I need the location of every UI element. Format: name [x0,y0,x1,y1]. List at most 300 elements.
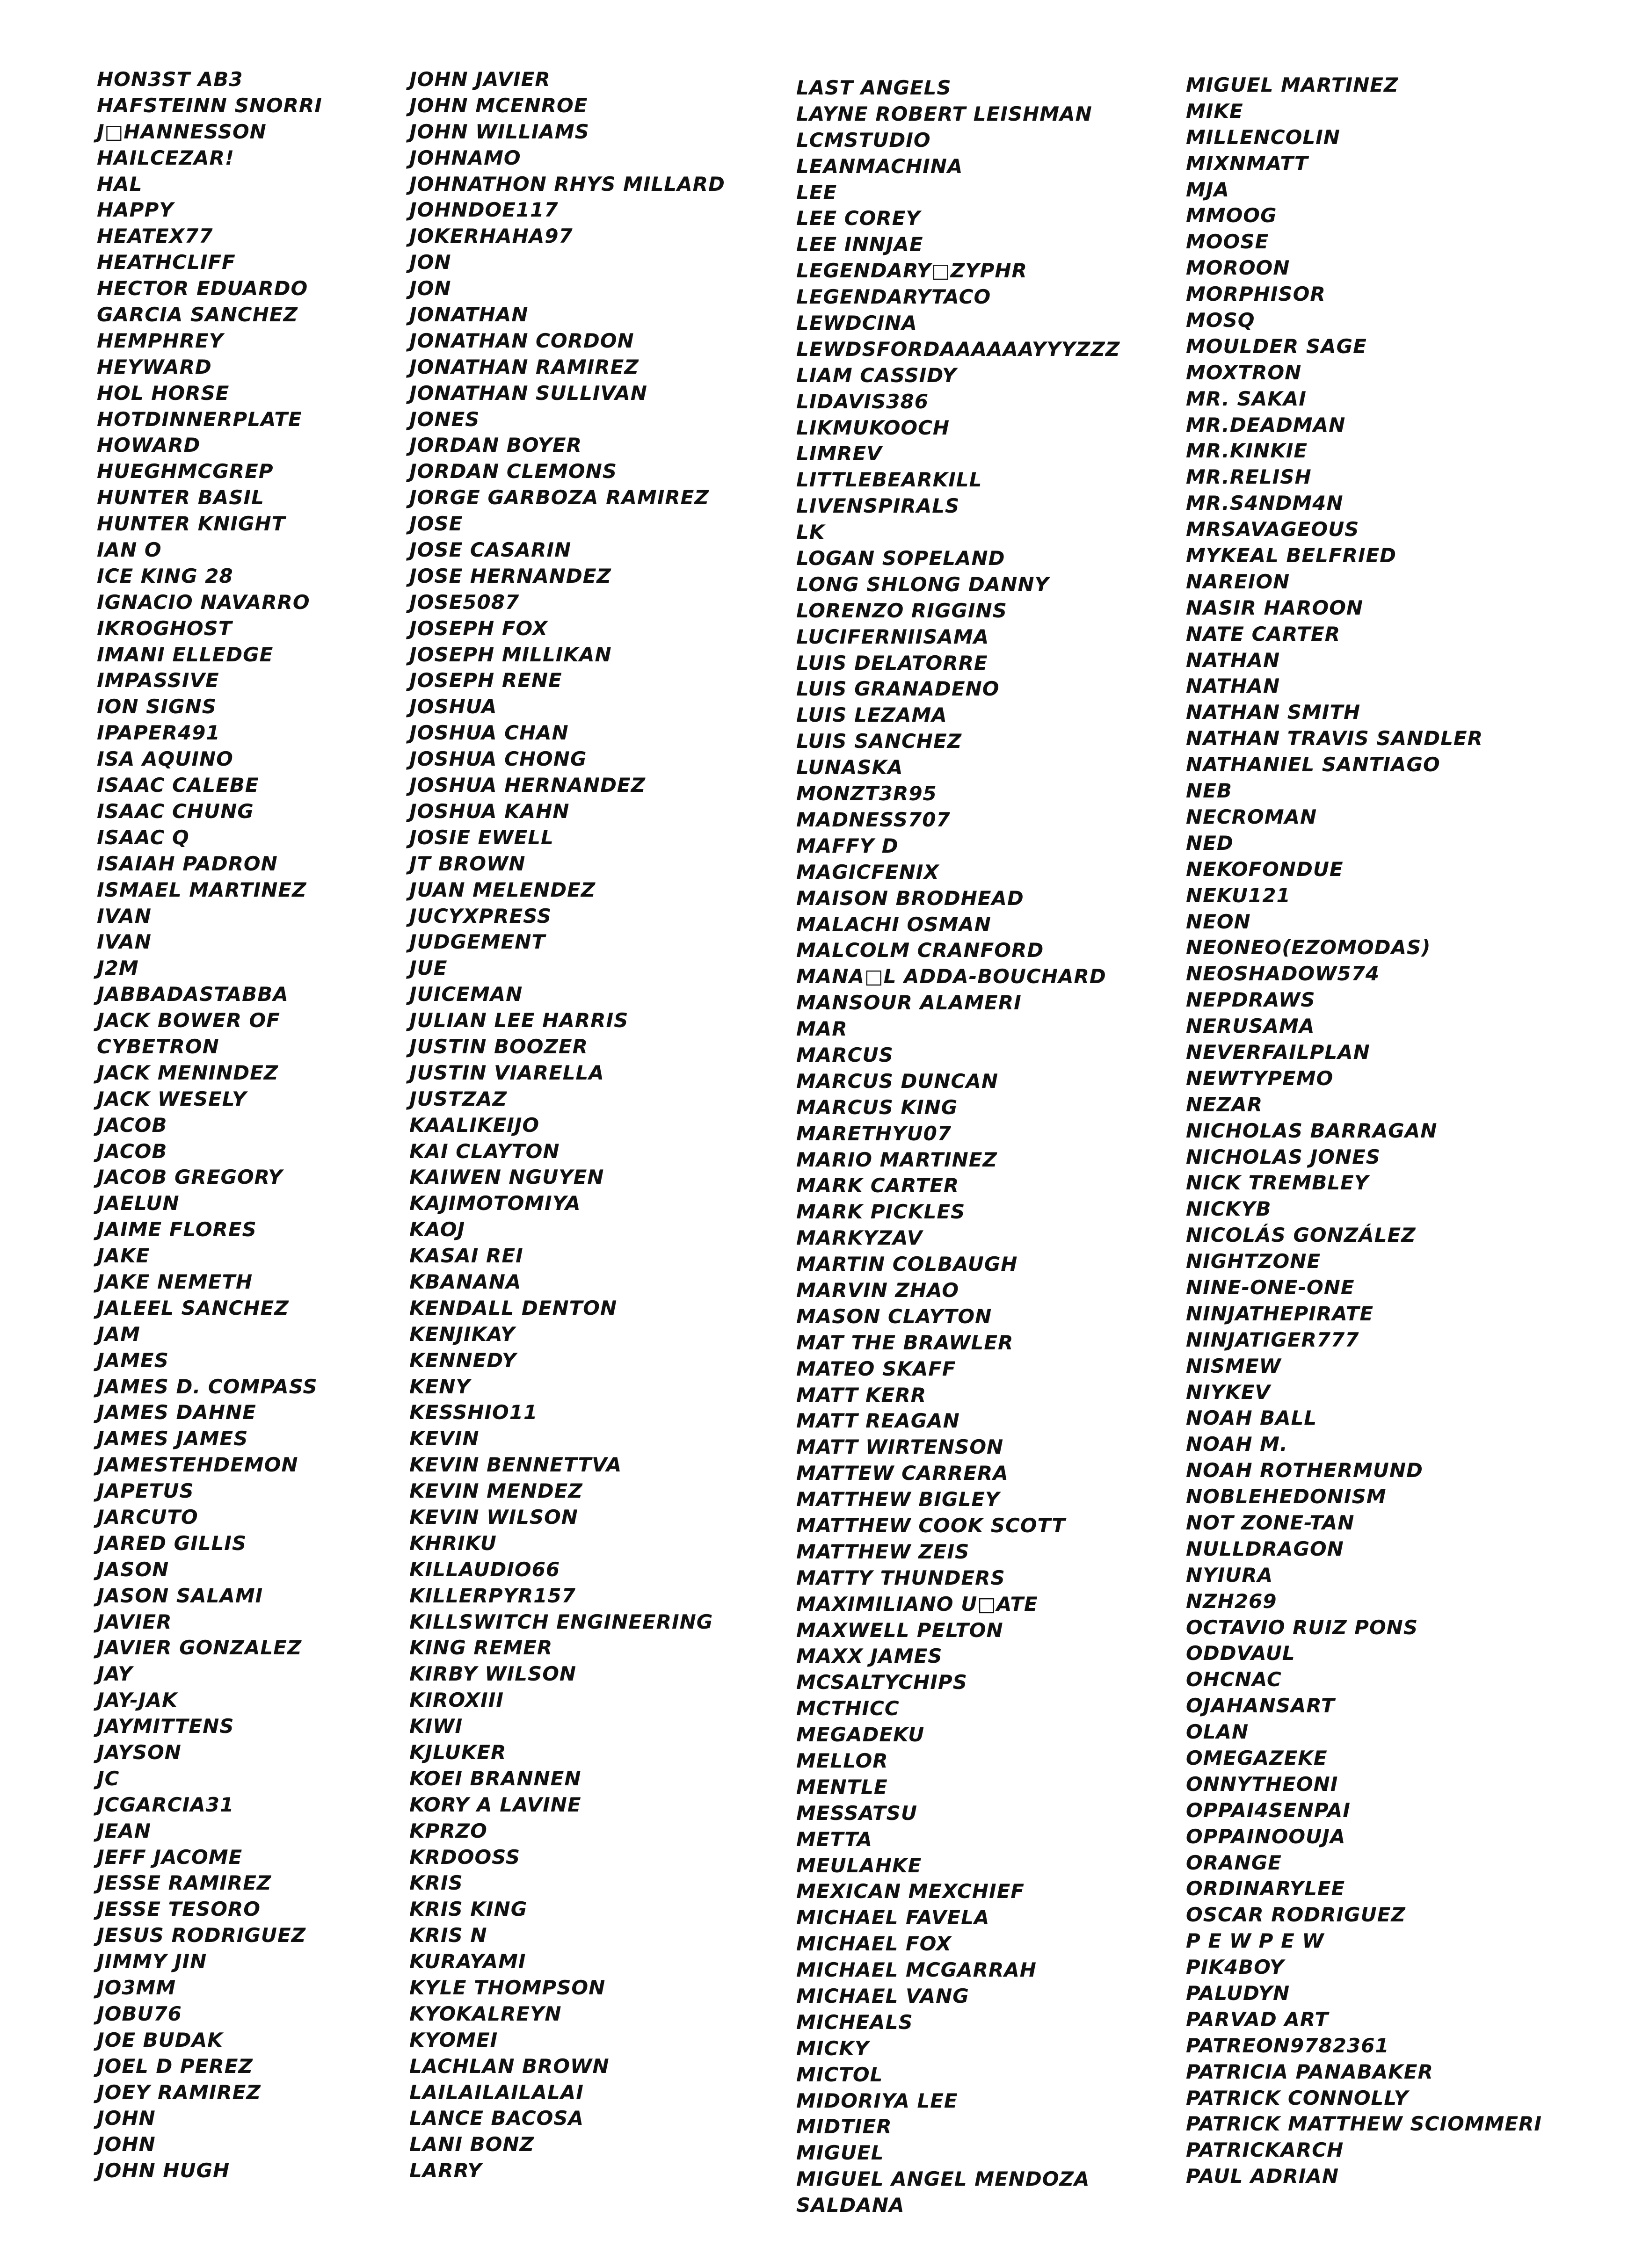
name-entry: IVAN [97,904,152,927]
name-entry: JAVIER GONZALEZ [97,1636,302,1659]
name-entry: JOSE HERNANDEZ [409,564,611,587]
name-entry: MELLOR [796,1749,888,1772]
name-entry: ISAAC Q [97,826,189,849]
name-entry: MR.S4NDM4N [1186,492,1344,515]
name-entry: HUNTER BASIL [97,486,264,509]
name-entry: NECROMAN [1186,805,1317,828]
name-entry: PATRICKARCH [1186,2138,1344,2162]
name-entry: JOSEPH FOX [409,616,548,640]
name-entry: ISAIAH PADRON [97,852,278,875]
name-entry: IMANI ELLEDGE [97,643,274,666]
name-entry: NEB [1186,779,1232,803]
name-entry: MILLENCOLIN [1186,125,1340,149]
name-entry: NATHANIEL SANTIAGO [1186,753,1440,776]
name-entry: LANCE BACOSA [409,2107,584,2130]
name-entry: ISA AQUINO [97,747,233,771]
name-entry: JOHN MCENROE [409,94,588,117]
name-entry: KAI CLAYTON [409,1139,560,1163]
name-entry: ODDVAUL [1186,1642,1295,1665]
name-entry: OPPAI4SENPAI [1186,1798,1351,1822]
name-entry: MJA [1186,178,1229,201]
name-entry: IGNACIO NAVARRO [97,590,310,614]
name-entry: MICHAEL MCGARRAH [796,1958,1037,1982]
name-entry: MATTHEW BIGLEY [796,1488,1000,1511]
name-entry: NATHAN SMITH [1186,701,1361,724]
name-entry: MATT KERR [796,1383,927,1406]
name-entry: KEVIN BENNETTVA [409,1453,622,1477]
name-entry: PALUDYN [1186,1982,1290,2005]
name-entry: NATE CARTER [1186,622,1341,645]
name-entry: JUSTIN BOOZER [409,1035,588,1058]
name-entry: ORANGE [1186,1851,1282,1874]
name-entry: MICHEALS [796,2010,913,2034]
name-entry: LEWDSFORDAAAAAAYYYZZZ [796,337,1120,361]
name-entry: MAXX JAMES [796,1645,943,1668]
name-entry: JAM [97,1322,140,1346]
name-entry: NICKYB [1186,1197,1272,1221]
name-entry: JOHNAMO [409,146,521,169]
name-entry: HEYWARD [97,355,212,378]
name-entry: PAUL ADRIAN [1186,2165,1339,2188]
name-entry: MOXTRON [1186,361,1302,384]
name-entry: KRIS [409,1871,463,1895]
name-entry: MATTHEW COOK SCOTT [796,1514,1066,1537]
name-entry: NINJATHEPIRATE [1186,1302,1374,1325]
name-column-1 [97,66,322,2184]
name-entry: MIDTIER [796,2115,892,2138]
name-entry: HUNTER KNIGHT [97,512,286,536]
name-entry: KASAI REI [409,1244,523,1268]
name-entry: JAELUN [97,1192,180,1215]
name-entry: JORGE GARBOZA RAMIREZ [409,486,709,509]
name-entry: NOAH BALL [1186,1406,1317,1430]
name-entry: JOSHUA CHAN [409,721,569,745]
name-entry: MARCUS [796,1043,894,1066]
name-entry: LUIS LEZAMA [796,703,947,727]
name-entry: JOHN [97,2133,156,2156]
name-entry: MATTHEW ZEIS [796,1540,970,1563]
name-entry: KOEI BRANNEN [409,1767,581,1790]
name-entry: MARCUS DUNCAN [796,1069,999,1093]
name-entry: HOTDINNERPLATE [97,407,302,431]
name-entry: LIDAVIS386 [796,390,929,413]
name-entry: MICHAEL FAVELA [796,1906,990,1929]
name-entry: KILLSWITCH ENGINEERING [409,1610,713,1633]
name-entry: JONATHAN CORDON [409,329,634,352]
name-entry: MIDORIYA LEE [796,2089,958,2112]
name-entry: NEKOFONDUE [1186,857,1344,881]
name-entry: LEWDCINA [796,312,917,335]
name-entry: MRSAVAGEOUS [1186,518,1359,541]
name-entry: JAY [97,1662,133,1686]
name-entry: MAXWELL PELTON [796,1618,1003,1642]
name-entry: MCSALTYCHIPS [796,1671,967,1694]
name-entry: LIVENSPIRALS [796,494,960,518]
name-entry: MIXNMATT [1186,152,1308,175]
name-entry: JAYMITTENS [97,1715,234,1738]
name-entry: JESUS RODRIGUEZ [97,1924,306,1947]
name-entry: MANA□L ADDA-BOUCHARD [796,965,1106,988]
name-entry: MMOOG [1186,204,1277,227]
name-entry: HAL [97,172,143,196]
name-entry: NEPDRAWS [1186,988,1315,1012]
name-entry: MAT THE BRAWLER [796,1331,1014,1354]
name-entry: GARCIA SANCHEZ [97,303,298,326]
name-entry: ORDINARYLEE [1186,1877,1345,1900]
name-entry: MAISON BRODHEAD [796,886,1024,910]
name-entry: MEULAHKE [796,1854,922,1877]
name-entry: PATREON9782361 [1186,2034,1389,2057]
name-entry: NASIR HAROON [1186,596,1364,619]
name-entry: IVAN [97,930,152,954]
name-entry: JONATHAN SULLIVAN [409,381,647,405]
name-entry: LCMSTUDIO [796,128,931,152]
name-entry: MADNESS707 [796,808,951,831]
name-entry: MOULDER SAGE [1186,334,1367,358]
name-entry: METTA [796,1827,872,1851]
name-entry: MR. SAKAI [1186,387,1307,410]
name-entry: MOSQ [1186,309,1255,332]
name-entry: LEE [796,181,837,204]
name-entry: JAMES JAMES [97,1427,248,1450]
name-entry: HEATEX77 [97,225,213,248]
name-entry: OJAHANSART [1186,1694,1335,1717]
name-entry: KAOJ [409,1218,465,1241]
name-entry: MAFFY D [796,834,899,857]
name-entry: JACK BOWER OF [97,1009,280,1032]
name-entry: JO3MM [97,1976,176,2000]
name-entry: JALEEL SANCHEZ [97,1296,289,1319]
name-entry: NICHOLAS JONES [1186,1145,1381,1168]
name-entry: JUICEMAN [409,983,523,1006]
name-entry: MENTLE [796,1775,888,1798]
name-entry: LIAM CASSIDY [796,363,957,387]
name-entry: MALACHI OSMAN [796,913,991,936]
name-entry: JAMES [97,1348,169,1372]
name-entry: CYBETRON [97,1035,219,1058]
name-entry: JOKERHAHA97 [409,225,573,248]
name-entry: KAIWEN NGUYEN [409,1166,604,1189]
name-entry: MIGUEL [796,2141,884,2165]
name-entry: KEVIN [409,1427,480,1450]
name-entry: LEANMACHINA [796,154,963,178]
name-entry: JACK WESELY [97,1087,247,1110]
name-entry: KYOMEI [409,2028,498,2051]
name-entry: JOSHUA KAHN [409,799,570,823]
name-entry: MEGADEKU [796,1723,925,1746]
name-entry: MORPHISOR [1186,283,1326,306]
name-entry: J□HANNESSON [97,120,267,143]
name-entry: JUSTZAZ [409,1087,508,1110]
name-entry: MATT WIRTENSON [796,1435,1004,1459]
name-entry: JOSE [409,512,463,536]
name-entry: MANSOUR ALAMERI [796,991,1022,1014]
name-entry: LACHLAN BROWN [409,2054,610,2078]
name-entry: KURAYAMI [409,1950,526,1973]
name-entry: MATTY THUNDERS [796,1566,1005,1589]
name-entry: JOHN WILLIAMS [409,120,589,143]
name-entry: KBANANA [409,1270,522,1293]
name-entry: NIYKEV [1186,1380,1271,1404]
name-entry: JAKE NEMETH [97,1270,253,1293]
name-entry: KEVIN MENDEZ [409,1479,583,1503]
name-entry: KRIS N [409,1924,487,1947]
name-entry: OHCNAC [1186,1668,1282,1691]
name-entry: NICK TREMBLEY [1186,1171,1369,1195]
name-entry: KENY [409,1375,471,1398]
name-entry: KING REMER [409,1636,553,1659]
name-entry: LAILAILAILALAI [409,2080,584,2104]
name-entry: MR.RELISH [1186,465,1312,489]
name-entry: NZH269 [1186,1589,1277,1613]
name-entry: KEVIN WILSON [409,1505,578,1529]
name-entry: J2M [97,956,139,980]
name-entry: NAREION [1186,570,1290,593]
name-entry: JAIME FLORES [97,1218,257,1241]
name-entry: MYKEAL BELFRIED [1186,544,1397,567]
name-entry: NIGHTZONE [1186,1250,1321,1273]
name-entry: JAVIER [97,1610,172,1633]
name-entry: MOROON [1186,256,1290,280]
name-entry: JAMESTEHDEMON [97,1453,298,1477]
name-entry: LANI BONZ [409,2133,534,2156]
name-entry: JACK MENINDEZ [97,1061,279,1084]
name-entry: NED [1186,831,1234,855]
name-entry: JAMES D. COMPASS [97,1375,318,1398]
name-entry: PATRICK CONNOLLY [1186,2086,1409,2109]
name-entry: KILLAUDIO66 [409,1558,560,1581]
name-entry: JASON [97,1558,169,1581]
name-column-2 [409,66,725,2184]
name-entry: JOHN JAVIER [409,68,551,91]
name-entry: LUIS DELATORRE [796,651,988,674]
name-entry: JUCYXPRESS [409,904,552,927]
name-entry: NATHAN TRAVIS SANDLER [1186,727,1483,750]
name-entry: OPPAINOOUJA [1186,1825,1346,1848]
name-entry: MARETHYU07 [796,1122,952,1145]
name-entry: NOT ZONE-TAN [1186,1511,1355,1534]
name-entry: HUEGHMCGREP [97,460,274,483]
name-entry: JONATHAN [409,303,529,326]
name-entry: NOAH ROTHERMUND [1186,1459,1423,1482]
name-entry: LUIS SANCHEZ [796,730,962,753]
name-entry: PARVAD ART [1186,2007,1329,2031]
name-entry: JULIAN LEE HARRIS [409,1009,629,1032]
name-entry: NEZAR [1186,1093,1263,1116]
name-entry: KPRZO [409,1819,487,1842]
name-entry: HAFSTEINN SNORRI [97,94,322,117]
name-entry: HAPPY [97,198,174,222]
name-entry: JONATHAN RAMIREZ [409,355,639,378]
name-entry: MR.DEADMAN [1186,413,1346,436]
name-entry: JUSTIN VIARELLA [409,1061,604,1084]
name-entry: JAYSON [97,1741,182,1764]
name-entry: NICOLÁS GONZÁLEZ [1186,1224,1416,1247]
name-entry: KRIS KING [409,1898,528,1921]
name-entry: JORDAN BOYER [409,434,582,457]
name-entry: JAMES DAHNE [97,1401,256,1424]
name-entry: NEONEO(EZOMODAS) [1186,936,1431,959]
name-entry: MOOSE [1186,230,1269,254]
name-entry: HAILCEZAR! [97,146,235,169]
name-entry: OCTAVIO RUIZ PONS [1186,1616,1418,1639]
name-entry: JAKE [97,1244,150,1268]
name-entry: MR.KINKIE [1186,439,1308,463]
name-entry: JEAN [97,1819,151,1842]
name-entry: JAY-JAK [97,1688,178,1712]
name-entry: KENJIKAY [409,1322,516,1346]
name-entry: JOHN HUGH [97,2159,230,2182]
name-entry: HON3ST AB3 [97,68,243,91]
name-entry: KORY A LAVINE [409,1793,581,1816]
name-entry: LUIS GRANADENO [796,677,1000,701]
name-entry: NYIURA [1186,1563,1273,1587]
name-entry: OMEGAZEKE [1186,1746,1328,1769]
name-entry: LUCIFERNIISAMA [796,625,989,648]
name-entry: JOSHUA HERNANDEZ [409,774,646,797]
name-entry: JUDGEMENT [409,930,546,954]
name-entry: MARTIN COLBAUGH [796,1253,1018,1276]
name-entry: MALCOLM CRANFORD [796,939,1044,962]
name-entry: JON [409,251,451,274]
name-entry: MARCUS KING [796,1095,958,1119]
name-entry: JT BROWN [409,852,526,875]
name-entry: ISMAEL MARTINEZ [97,878,307,901]
name-column-3 [796,75,1120,2218]
name-entry: JOSIE EWELL [409,826,554,849]
name-entry: NEVERFAILPLAN [1186,1040,1370,1064]
name-entry: JARCUTO [97,1505,198,1529]
name-entry: HECTOR EDUARDO [97,277,308,300]
name-entry: NEKU121 [1186,884,1291,907]
name-entry: NISMEW [1186,1354,1281,1377]
name-entry: JOSE5087 [409,590,520,614]
name-entry: JOSHUA CHONG [409,747,587,771]
name-entry: ISAAC CALEBE [97,774,259,797]
name-entry: NATHAN [1186,674,1280,698]
name-entry: JORDAN CLEMONS [409,460,617,483]
name-entry: HOL HORSE [97,381,230,405]
name-entry: LARRY [409,2159,482,2182]
name-entry: KENNEDY [409,1348,517,1372]
name-entry: PATRICIA PANABAKER [1186,2060,1433,2083]
name-entry: MICKY [796,2036,870,2060]
name-entry: LORENZO RIGGINS [796,599,1007,622]
name-entry: JACOB GREGORY [97,1166,283,1189]
name-entry: MATT REAGAN [796,1409,960,1433]
name-entry: P E W P E W [1186,1929,1324,1953]
name-entry: NULLDRAGON [1186,1537,1344,1560]
name-entry: SALDANA [796,2194,905,2217]
name-entry: MARIO MARTINEZ [796,1148,997,1171]
name-entry: MARK PICKLES [796,1200,966,1224]
name-entry: JACOB [97,1139,167,1163]
name-entry: NINJATIGER777 [1186,1328,1359,1351]
name-entry: MICHAEL VANG [796,1985,969,2008]
name-entry: JOEL D PEREZ [97,2054,253,2078]
name-entry: LOGAN SOPELAND [796,547,1005,570]
name-entry: MATEO SKAFF [796,1357,956,1380]
name-entry: LEE COREY [796,207,921,230]
name-entry: IPAPER491 [97,721,220,745]
name-entry: MAXIMILIANO U□ATE [796,1592,1038,1616]
name-entry: ICE KING 28 [97,564,233,587]
name-entry: OLAN [1186,1720,1249,1744]
name-entry: JOSEPH RENE [409,669,562,692]
name-entry: NICHOLAS BARRAGAN [1186,1119,1438,1142]
name-entry: NEON [1186,910,1251,933]
name-entry: NOAH M. [1186,1433,1288,1456]
name-entry: JON [409,277,451,300]
name-entry: LK [796,521,825,544]
name-entry: NATHAN [1186,648,1280,672]
name-entry: MAR [796,1017,848,1041]
name-entry: LAST ANGELS [796,76,952,99]
name-entry: JOBU76 [97,2002,182,2025]
name-entry: JC [97,1767,120,1790]
name-entry: JONES [409,407,480,431]
name-entry: KJLUKER [409,1741,507,1764]
name-entry: OSCAR RODRIGUEZ [1186,1903,1406,1927]
name-entry: MESSATSU [796,1801,917,1825]
name-entry: LEGENDARYTACO [796,285,991,309]
name-entry: NOBLEHEDONISM [1186,1485,1387,1508]
name-entry: KESSHIO11 [409,1401,538,1424]
name-entry: JABBADASTABBA [97,983,289,1006]
name-entry: HEMPHREY [97,329,224,352]
name-entry: LUNASKA [796,756,903,779]
name-entry: JAPETUS [97,1479,194,1503]
name-entry: MARK CARTER [796,1174,959,1197]
name-entry: JACOB [97,1113,167,1137]
name-entry: KIROXIII [409,1688,504,1712]
name-entry: KIRBY WILSON [409,1662,577,1686]
name-entry: JCGARCIA31 [97,1793,234,1816]
name-entry: LEGENDARY□ZYPHR [796,259,1027,283]
name-entry: JOSE CASARIN [409,538,572,562]
name-entry: JOHN [97,2107,156,2130]
name-entry: MIGUEL MARTINEZ [1186,73,1399,96]
name-entry: PIK4BOY [1186,1956,1285,1979]
name-entry: HEATHCLIFF [97,251,236,274]
name-entry: MAGICFENIX [796,860,939,884]
name-entry: MARKYZAV [796,1226,923,1250]
name-entry: LAYNE ROBERT LEISHMAN [796,102,1092,125]
name-entry: JOSEPH MILLIKAN [409,643,612,666]
name-entry: LEE INNJAE [796,233,923,256]
name-entry: IAN O [97,538,162,562]
name-entry: NERUSAMA [1186,1014,1315,1038]
name-entry: HOWARD [97,434,201,457]
name-entry: JUE [409,956,448,980]
name-entry: JOHNATHON RHYS MILLARD [409,172,725,196]
name-entry: MEXICAN MEXCHIEF [796,1880,1025,1903]
name-entry: MICTOL [796,2063,883,2086]
name-entry: KYLE THOMPSON [409,1976,606,2000]
name-entry: KAJIMOTOMIYA [409,1192,581,1215]
name-entry: PATRICK MATTHEW SCIOMMERI [1186,2112,1542,2136]
name-entry: MONZT3R95 [796,782,937,805]
name-entry: JASON SALAMI [97,1584,263,1607]
name-entry: JARED GILLIS [97,1531,247,1555]
name-entry: MIKE [1186,99,1243,123]
name-entry: LONG SHLONG DANNY [796,572,1049,596]
name-entry: MIGUEL ANGEL MENDOZA [796,2167,1090,2191]
name-entry: KRDOOSS [409,1845,521,1869]
name-entry: NEOSHADOW574 [1186,962,1380,985]
name-entry: MICHAEL FOX [796,1932,952,1956]
name-entry: IMPASSIVE [97,669,219,692]
